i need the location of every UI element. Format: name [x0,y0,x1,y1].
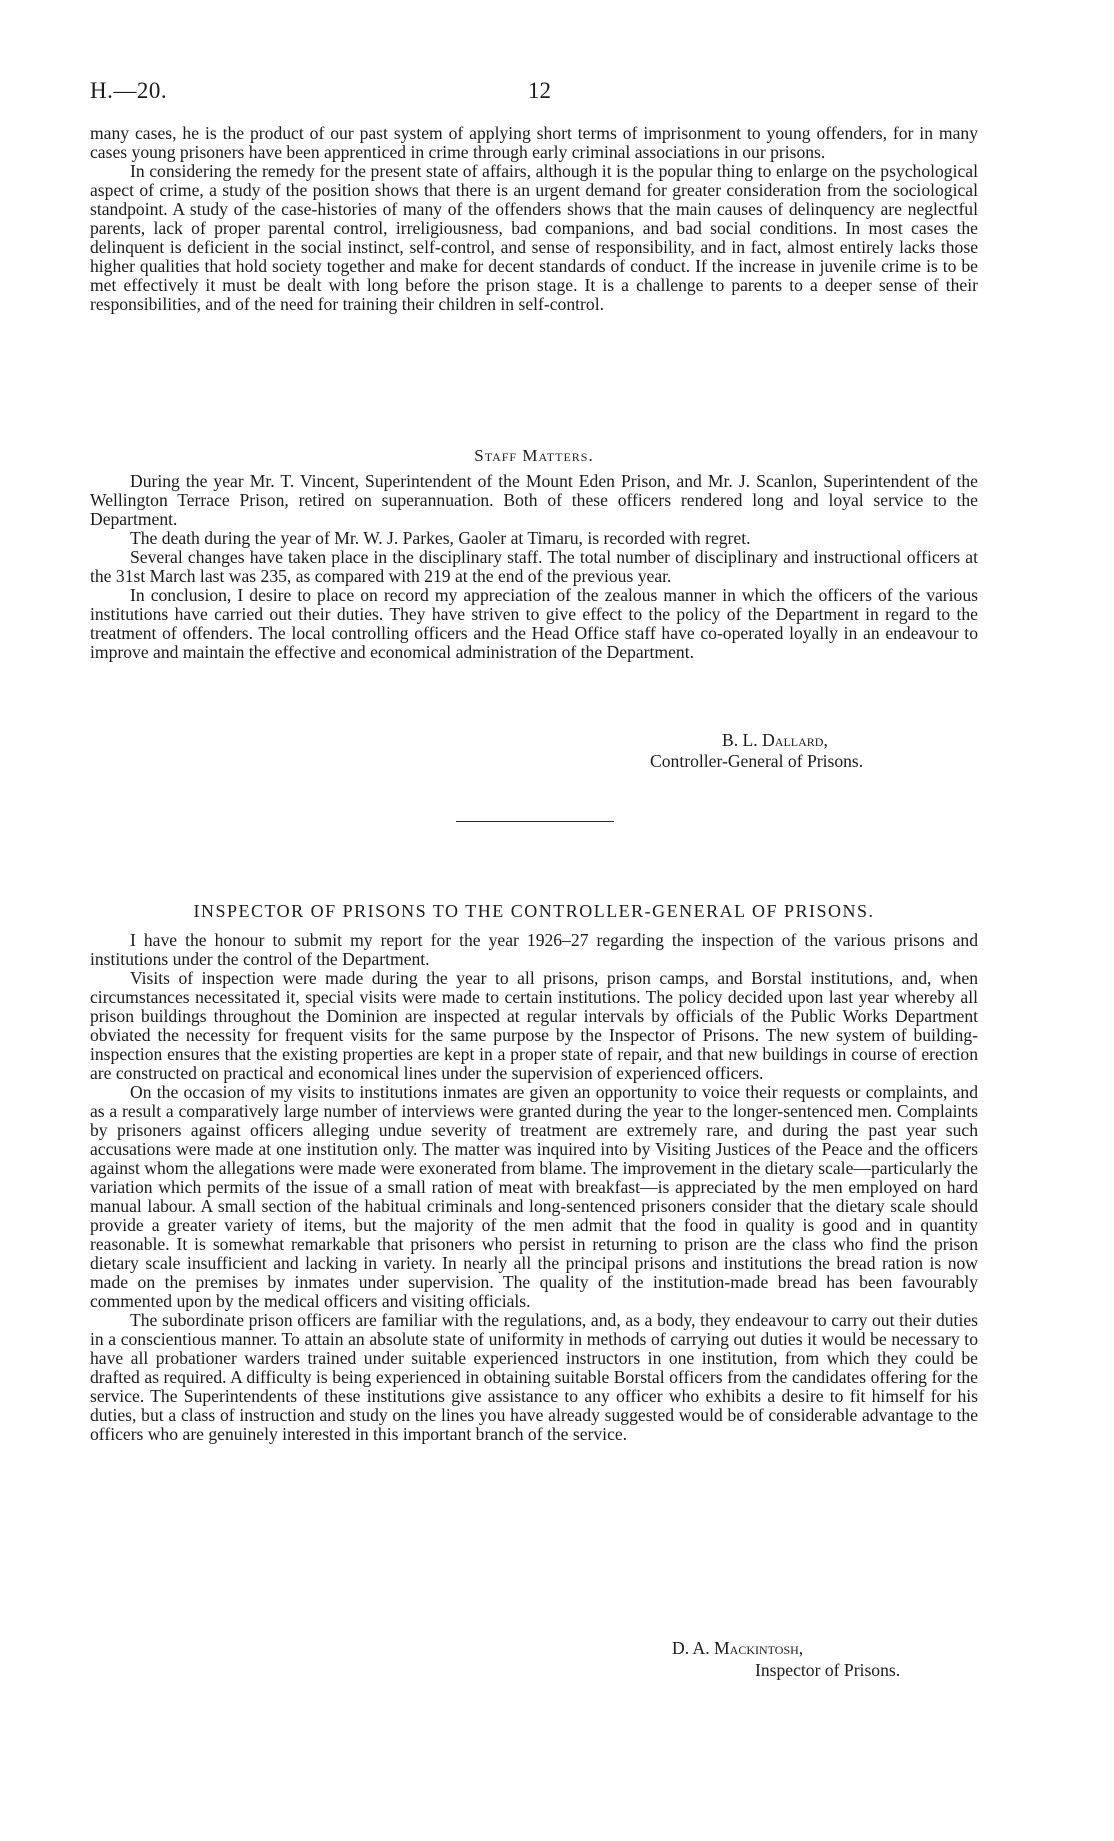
section-divider [456,821,614,822]
inspector-paragraph-3: On the occasion of my visits to institutions inmates are given an opportunity to voice their requests or complaints, and as a result a comparatively large number of interviews were granted during the year to the longer-sentenced men. Complaints by prisoners against officers alleging undue severity of treatment are extremely rare, and during the past year such accusations were made at one institution only. The matter was inquired into by Visiting Justices of the Peace and the officers against whom the allegations were made were exonerated from blame. The improvement in the dietary scale—particularly the variation which permits of the issue of a small ration of meat with breakfast—is appreciated by the men employed on hard manual labour. A small section of the habitual criminals and long-sentenced prisoners consider that the dietary scale should provide a greater variety of items, but the majority of the men admit that the food in quality is good and in quantity reasonable. It is somewhat remarkable that prisoners who persist in returning to prison are the class who find the prison dietary scale insufficient and lacking in variety. In nearly all the principal prisons and institutions the bread ration is now made on the premises by inmates under supervision. The quality of the institution-made bread has been favourably commented upon by the medical officers and visiting officials. [90,1082,978,1311]
staff-paragraph-4: In conclusion, I desire to place on record my appreciation of the zealous manner in which the officers of the various institutions have carried out their duties. They have striven to give effect to the policy of the Department in regard to the treatment of offenders. The local controlling officers and the Head Office staff have co-operated loyally in an endeavour to improve and maintain the effective and economical administration of the Department. [90,585,978,662]
inspector-paragraph-2: Visits of inspection were made during the year to all prisons, prison camps, and Borstal institutions, and, when circumstances necessitated it, special visits were made to certain institutions. The policy decided upon last year whereby all prison buildings throughout the Dominion are inspected at regular intervals by officials of the Public Works Department obviated the necessity for frequent visits for the same purpose by the Inspector of Prisons. The new system of building-inspection ensures that the existing properties are kept in a proper state of repair, and that new buildings in course of erection are constructed on practical and economical lines under the supervision of experienced officers. [90,968,978,1083]
controller-signature-title: Controller-General of Prisons. [650,751,864,771]
inspector-signature-title: Inspector of Prisons. [755,1660,901,1680]
inspector-paragraph-4: The subordinate prison officers are familiar with the regulations, and, as a body, they endeavour to carry out their duties in a conscientious manner. To attain an absolute state of uniformity in methods of carrying out duties it would be necessary to have all probationer warders trained under suitable experienced instructors in one institution, from which they could be drafted as required. A difficulty is being experienced in obtaining suitable Borstal officers from the candidates offering for the service. The Superintendents of these institutions give assistance to any officer who exhibits a desire to fit himself for his duties, but a class of instruction and study on the lines you have already suggested would be of considerable advantage to the officers who are genuinely interested in this important branch of the service. [90,1310,978,1444]
inspector-report-heading: INSPECTOR OF PRISONS TO THE CONTROLLER-GENERAL OF PRISONS. [193,901,875,921]
inspector-heading-wrap [90,900,978,922]
staff-body [90,472,978,662]
controller-signature-name: B. L. Dallard, [722,730,828,750]
intro-paragraph-1: many cases, he is the product of our past system of applying short terms of imprisonment to young offenders, for in many cases young prisoners have been apprenticed in crime through early criminal associations in our prisons. [90,123,978,162]
page-number: 12 [528,78,551,103]
inspector-signature-name: D. A. Mackintosh, [672,1638,804,1658]
inspector-body [90,931,978,1444]
staff-section [90,446,978,466]
intro-paragraph-2: In considering the remedy for the present state of affairs, although it is the popular thing to enlarge on the psychological aspect of crime, a study of the position shows that there is an urgent demand for greater consideration from the sociological standpoint. A study of the case-histories of many of the offenders shows that the main causes of delinquency are neglectful parents, lack of proper parental control, irreligiousness, bad companions, and bad social conditions. In most cases the delinquent is deficient in the social instinct, self-control, and sense of responsibility, and in fact, almost entirely lacks those higher qualities that hold society together and make for decent standards of conduct. If the increase in juvenile crime is to be met effectively it must be dealt with long before the prison stage. It is a challenge to parents to a deeper sense of their responsibilities, and of the need for training their children in self-control. [90,161,978,314]
inspector-paragraph-1: I have the honour to submit my report for the year 1926–27 regarding the inspection of the various prisons and institutions under the control of the Department. [90,930,978,969]
document-code: H.—20. [90,78,168,103]
page-header [90,78,980,108]
staff-paragraph-2: The death during the year of Mr. W. J. Parkes, Gaoler at Timaru, is recorded with regret. [130,528,751,548]
intro-section [90,124,978,314]
staff-paragraph-1: During the year Mr. T. Vincent, Superintendent of the Mount Eden Prison, and Mr. J. Scanlon, Superintendent of the Wellington Terrace Prison, retired on superannuation. Both of these officers rendered long and loyal service to the Department. [90,471,978,529]
staff-matters-heading: Staff Matters. [474,446,594,465]
staff-paragraph-3: Several changes have taken place in the disciplinary staff. The total number of disciplinary and instructional officers at the 31st March last was 235, as compared with 219 at the end of the previous year. [90,547,978,586]
